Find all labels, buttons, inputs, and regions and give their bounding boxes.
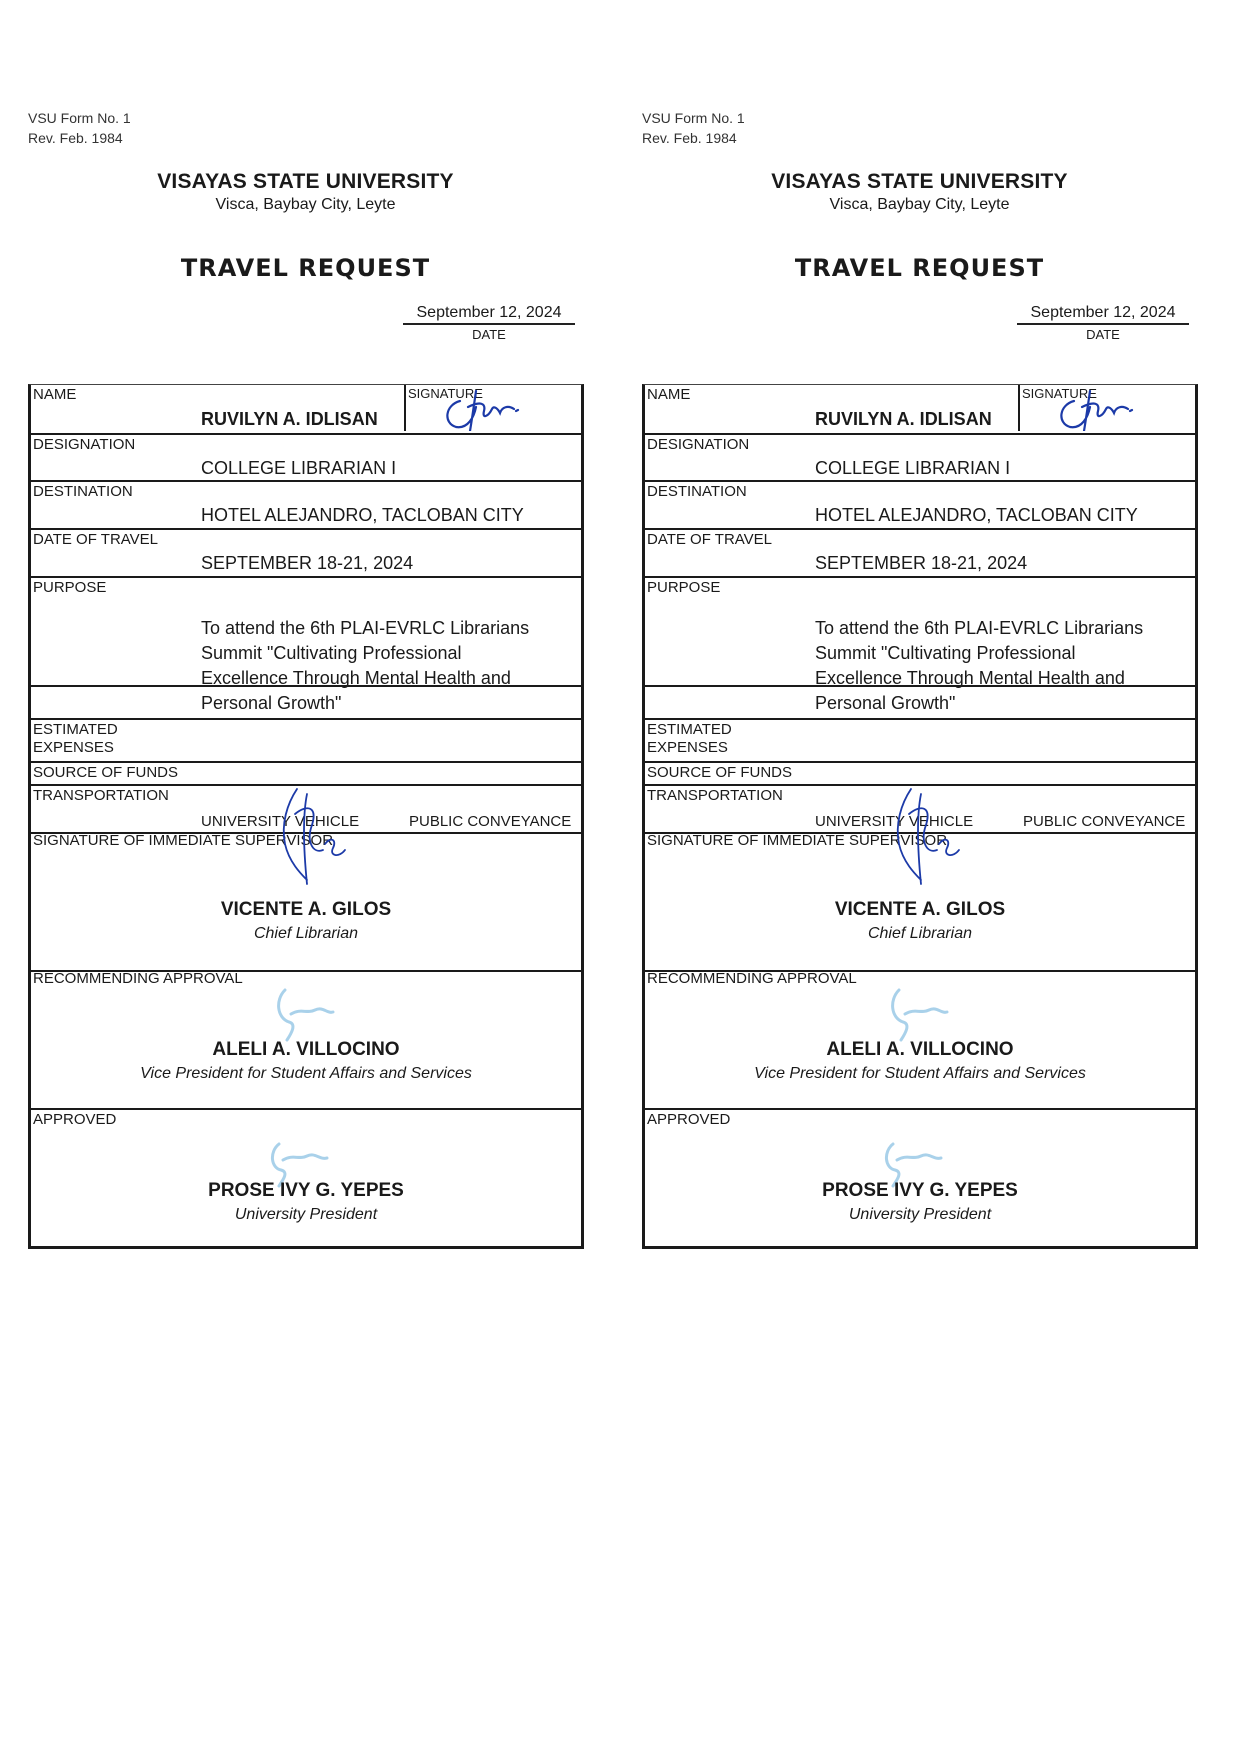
date-label: DATE — [472, 327, 506, 342]
purpose-text — [201, 616, 576, 716]
estimated-expenses-label: ESTIMATED EXPENSES — [647, 721, 732, 756]
transport-option-public-conveyance: PUBLIC CONVEYANCE — [1023, 813, 1186, 830]
recommending-label: RECOMMENDING APPROVAL — [33, 970, 243, 987]
approved-row — [645, 1108, 1195, 1246]
form-number: VSU Form No. 1 — [642, 110, 745, 126]
destination-label: DESTINATION — [33, 483, 133, 500]
destination-row — [31, 480, 581, 528]
university-address: Visca, Baybay City, Leyte — [215, 196, 396, 213]
form-revision: Rev. Feb. 1984 — [642, 130, 737, 146]
date-of-travel-label: DATE OF TRAVEL — [647, 531, 773, 548]
purpose-line: Summit "Cultivating Professional — [201, 643, 462, 663]
recommending-title: Vice President for Student Affairs and Services — [754, 1065, 1086, 1082]
form-title: TRAVEL REQUEST — [180, 254, 431, 282]
transportation-label: TRANSPORTATION — [647, 787, 783, 804]
date-of-travel-row — [645, 528, 1195, 576]
purpose-label: PURPOSE — [33, 579, 107, 596]
supervisor-row — [645, 832, 1195, 970]
estimated-expenses-row — [645, 718, 1195, 761]
name-value: RUVILYN A. IDLISAN — [815, 409, 992, 429]
supervisor-name: VICENTE A. GILOS — [220, 899, 392, 920]
form-revision: Rev. Feb. 1984 — [28, 130, 123, 146]
designation-label: DESIGNATION — [33, 436, 136, 453]
recommending-name: ALELI A. VILLOCINO — [826, 1039, 1014, 1060]
letterhead — [28, 170, 583, 214]
source-of-funds-row — [645, 761, 1195, 784]
letterhead — [642, 170, 1197, 214]
designation-value: COLLEGE LIBRARIAN I — [815, 458, 1011, 478]
date-of-travel-label: DATE OF TRAVEL — [33, 531, 159, 548]
university-address: Visca, Baybay City, Leyte — [829, 196, 1010, 213]
recommending-block — [645, 1039, 1195, 1083]
request-table — [642, 384, 1198, 1249]
transport-option-public-conveyance: PUBLIC CONVEYANCE — [409, 813, 572, 830]
supervisor-label: SIGNATURE OF IMMEDIATE SUPERVISOR — [33, 832, 334, 849]
approved-label: APPROVED — [33, 1111, 117, 1128]
approved-row — [31, 1108, 581, 1246]
date-of-travel-row — [31, 528, 581, 576]
signature-box — [1018, 385, 1194, 431]
purpose-label: PURPOSE — [647, 579, 721, 596]
recommending-block — [31, 1039, 581, 1083]
supervisor-row — [31, 832, 581, 970]
form-title: TRAVEL REQUEST — [794, 254, 1045, 282]
supervisor-block — [31, 899, 581, 943]
name-label: NAME — [33, 386, 77, 403]
approved-block — [645, 1180, 1195, 1224]
applicant-signature — [1054, 387, 1144, 431]
travel-request-form-right — [642, 108, 1197, 1249]
supervisor-signature — [881, 784, 971, 904]
recommending-approval-row — [31, 970, 581, 1108]
approved-title: University President — [234, 1206, 378, 1223]
supervisor-signature — [267, 784, 357, 904]
destination-row — [645, 480, 1195, 528]
date-of-travel-value: SEPTEMBER 18-21, 2024 — [201, 553, 414, 573]
name-value: RUVILYN A. IDLISAN — [201, 409, 378, 429]
designation-row — [31, 433, 581, 480]
approved-label: APPROVED — [647, 1111, 731, 1128]
date-value: September 12, 2024 — [403, 304, 575, 325]
name-label: NAME — [647, 386, 691, 403]
recommending-name: ALELI A. VILLOCINO — [212, 1039, 400, 1060]
purpose-line: Excellence Through Mental Health and — [201, 668, 511, 688]
purpose-divider — [31, 685, 581, 687]
form-number: VSU Form No. 1 — [28, 110, 131, 126]
approved-name: PROSE IVY G. YEPES — [822, 1180, 1018, 1201]
signature-label: SIGNATURE — [408, 386, 483, 401]
destination-label: DESTINATION — [647, 483, 747, 500]
designation-label: DESIGNATION — [647, 436, 750, 453]
applicant-signature — [440, 387, 530, 431]
supervisor-block — [645, 899, 1195, 943]
purpose-row — [645, 576, 1195, 718]
recommending-label: RECOMMENDING APPROVAL — [647, 970, 857, 987]
name-row — [31, 385, 581, 433]
purpose-line: Personal Growth" — [201, 693, 342, 713]
approved-title: University President — [848, 1206, 992, 1223]
date-value: September 12, 2024 — [1017, 304, 1189, 325]
purpose-divider — [645, 685, 1195, 687]
purpose-line: To attend the 6th PLAI-EVRLC Librarians — [201, 618, 530, 638]
supervisor-title: Chief Librarian — [867, 925, 973, 942]
transport-option-university-vehicle: UNIVERSITY VEHICLE — [201, 813, 360, 830]
estimated-expenses-label: ESTIMATED EXPENSES — [33, 721, 118, 756]
approved-block — [31, 1180, 581, 1224]
signature-label: SIGNATURE — [1022, 386, 1097, 401]
university-name: VISAYAS STATE UNIVERSITY — [771, 170, 1068, 193]
date-label: DATE — [1086, 327, 1120, 342]
source-of-funds-row — [31, 761, 581, 784]
date-block — [1017, 304, 1189, 342]
supervisor-name: VICENTE A. GILOS — [834, 899, 1006, 920]
destination-value: HOTEL ALEJANDRO, TACLOBAN CITY — [815, 505, 1138, 525]
transportation-label: TRANSPORTATION — [33, 787, 169, 804]
transport-option-university-vehicle: UNIVERSITY VEHICLE — [815, 813, 974, 830]
purpose-text — [815, 616, 1190, 716]
recommending-signature — [885, 984, 955, 1044]
source-of-funds-label: SOURCE OF FUNDS — [33, 764, 179, 781]
supervisor-title: Chief Librarian — [253, 925, 359, 942]
name-row — [645, 385, 1195, 433]
purpose-line: Excellence Through Mental Health and — [815, 668, 1125, 688]
travel-request-form-left — [28, 108, 583, 1249]
date-block — [403, 304, 575, 342]
destination-value: HOTEL ALEJANDRO, TACLOBAN CITY — [201, 505, 524, 525]
university-name: VISAYAS STATE UNIVERSITY — [157, 170, 454, 193]
purpose-line: To attend the 6th PLAI-EVRLC Librarians — [815, 618, 1144, 638]
supervisor-label: SIGNATURE OF IMMEDIATE SUPERVISOR — [647, 832, 948, 849]
designation-row — [645, 433, 1195, 480]
signature-box — [404, 385, 580, 431]
designation-value: COLLEGE LIBRARIAN I — [201, 458, 397, 478]
recommending-signature — [271, 984, 341, 1044]
purpose-line: Personal Growth" — [815, 693, 956, 713]
purpose-line: Summit "Cultivating Professional — [815, 643, 1076, 663]
request-table — [28, 384, 584, 1249]
date-of-travel-value: SEPTEMBER 18-21, 2024 — [815, 553, 1028, 573]
purpose-row — [31, 576, 581, 718]
recommending-approval-row — [645, 970, 1195, 1108]
estimated-expenses-row — [31, 718, 581, 761]
source-of-funds-label: SOURCE OF FUNDS — [647, 764, 793, 781]
recommending-title: Vice President for Student Affairs and Services — [140, 1065, 472, 1082]
approved-name: PROSE IVY G. YEPES — [208, 1180, 404, 1201]
